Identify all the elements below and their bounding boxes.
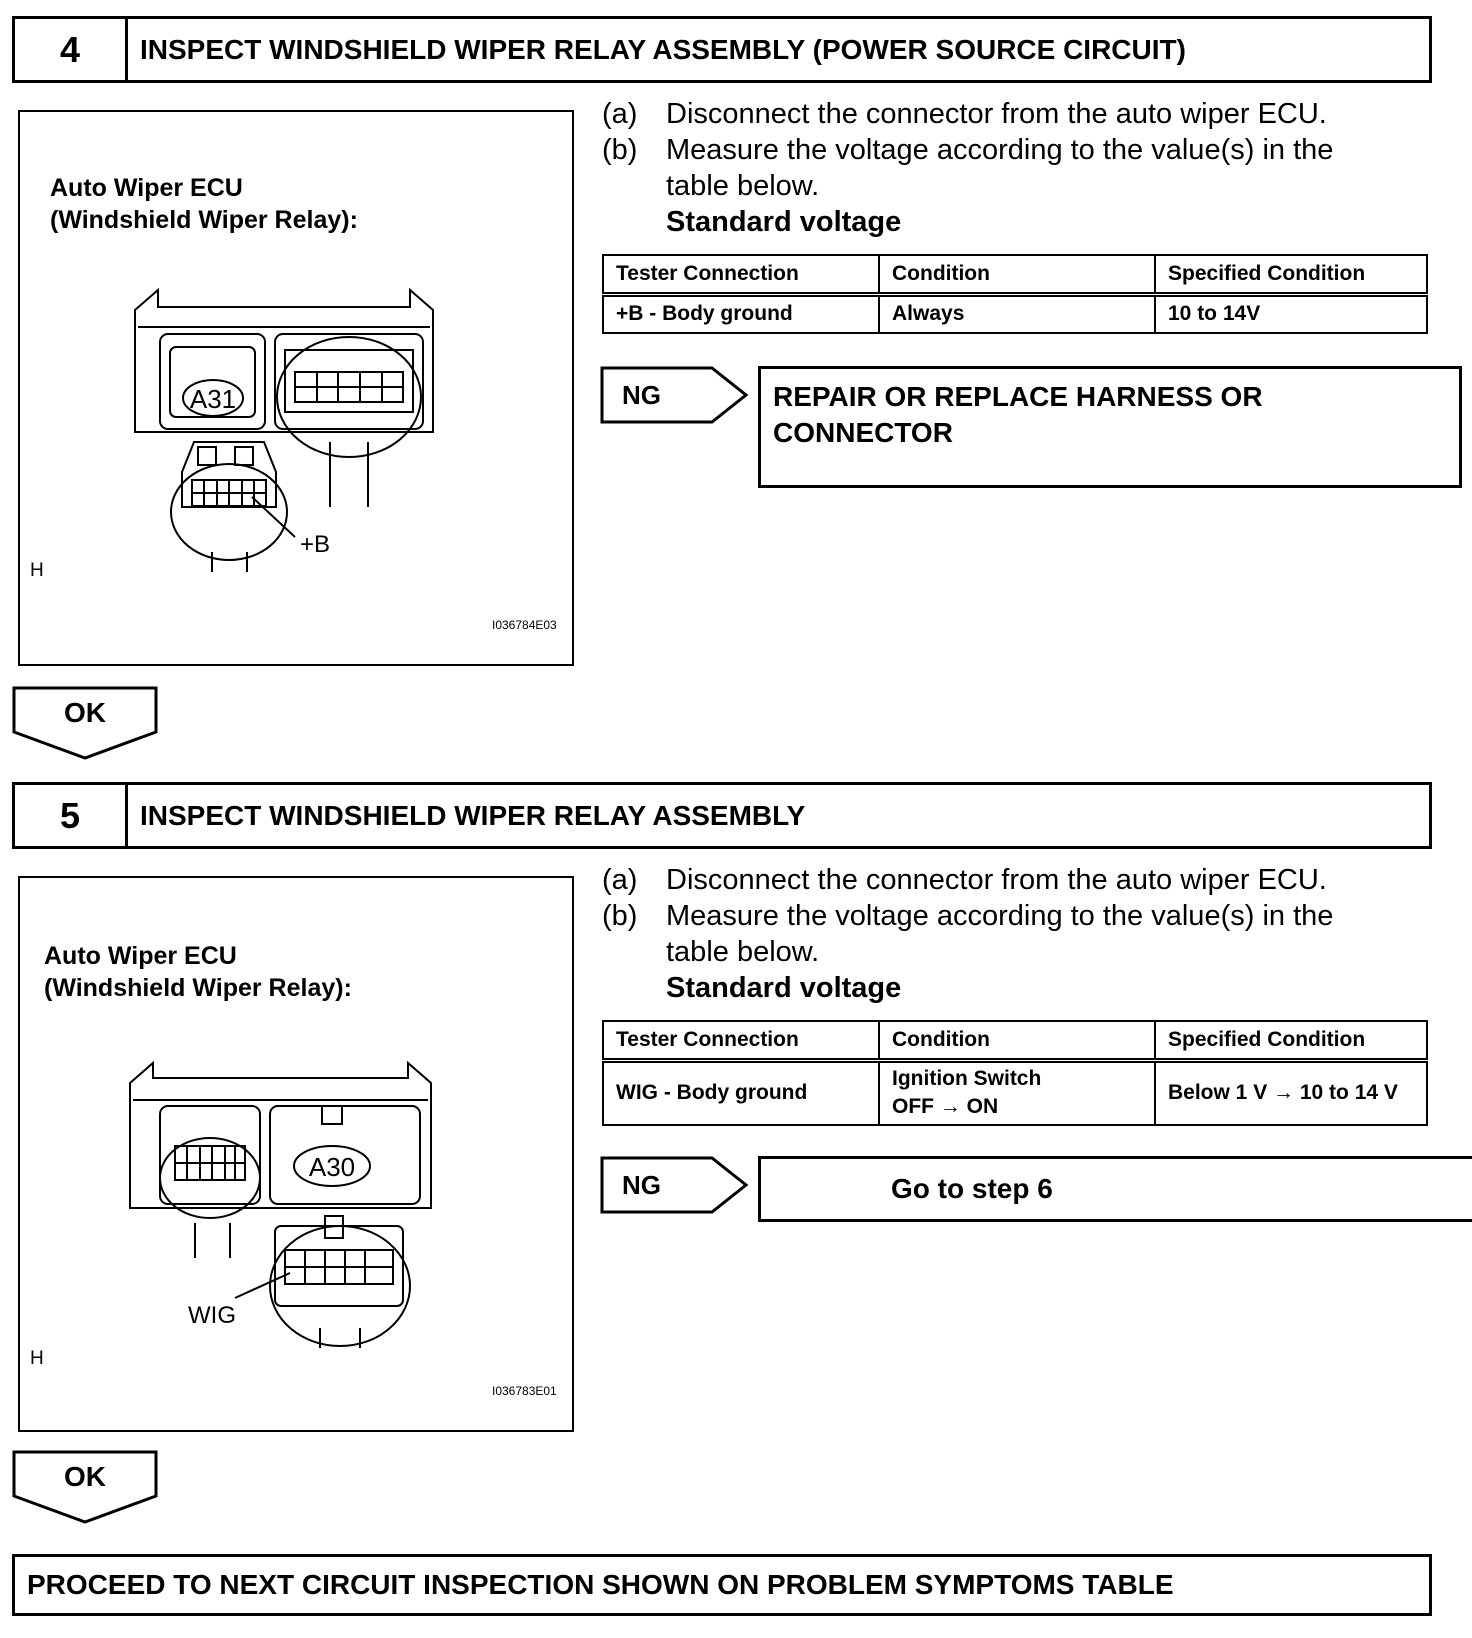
step4-ng-result-line2: CONNECTOR bbox=[773, 417, 953, 448]
step4-b-text-line2: table below. bbox=[666, 170, 820, 202]
step5-a-label: (a) bbox=[602, 864, 638, 896]
step4-h-mark: H bbox=[30, 560, 44, 581]
step5-td-spec: Below 1 V → 10 to 14 V bbox=[1155, 1061, 1427, 1125]
step4-b-label: (b) bbox=[602, 134, 638, 166]
step4-connector-id: A31 bbox=[189, 384, 237, 414]
step4-header bbox=[12, 16, 1432, 83]
step5-header bbox=[12, 782, 1432, 849]
step5-b-text-line2: table below. bbox=[666, 936, 820, 968]
step5-connector-drawing bbox=[20, 878, 572, 1430]
step5-standard-label: Standard voltage bbox=[666, 972, 902, 1004]
final-instruction bbox=[12, 1554, 1432, 1616]
step4-figure-label-line1: Auto Wiper ECU bbox=[50, 174, 243, 202]
step4-ng-result bbox=[758, 366, 1462, 488]
step5-figure-label-line1: Auto Wiper ECU bbox=[44, 942, 237, 970]
step5-ng-label: NG bbox=[622, 1170, 661, 1200]
step5-td-condition-line1: Ignition Switch bbox=[892, 1067, 1042, 1091]
step4-th-condition: Condition bbox=[879, 255, 1155, 295]
step4-ok-arrow bbox=[12, 686, 158, 762]
final-instruction-text: PROCEED TO NEXT CIRCUIT INSPECTION SHOWN ON PROBLEM SYMPTOMS TABLE bbox=[27, 1569, 1174, 1600]
step4-connector-drawing bbox=[20, 112, 572, 664]
step4-td-spec: 10 to 14V bbox=[1155, 295, 1427, 333]
step5-ok-arrow bbox=[12, 1450, 158, 1526]
step4-number: 4 bbox=[15, 19, 128, 80]
step5-figure-code: I036783E01 bbox=[492, 1384, 557, 1398]
step4-title: INSPECT WINDSHIELD WIPER RELAY ASSEMBLY (POWER SOURCE CIRCUIT) bbox=[140, 33, 1186, 65]
step5-number: 5 bbox=[15, 785, 128, 846]
step5-th-condition: Condition bbox=[879, 1021, 1155, 1061]
step5-ng-result bbox=[758, 1156, 1472, 1222]
step5-b-text-line1: Measure the voltage according to the value(s) in the bbox=[666, 900, 1334, 932]
step5-spec-table bbox=[602, 1020, 1428, 1126]
step4-instructions bbox=[602, 96, 1442, 240]
step5-ng-arrow bbox=[600, 1156, 750, 1214]
step5-title: INSPECT WINDSHIELD WIPER RELAY ASSEMBLY bbox=[140, 799, 806, 831]
step5-th-spec: Specified Condition bbox=[1155, 1021, 1427, 1061]
step5-figure bbox=[18, 876, 574, 1432]
step4-td-condition: Always bbox=[879, 295, 1155, 333]
step4-ng-label: NG bbox=[622, 380, 661, 410]
step5-figure-label-line2: (Windshield Wiper Relay): bbox=[44, 974, 352, 1002]
step4-ng-result-line1: REPAIR OR REPLACE HARNESS OR bbox=[773, 381, 1263, 412]
step5-ok-label: OK bbox=[64, 1461, 106, 1492]
step4-th-spec: Specified Condition bbox=[1155, 255, 1427, 295]
step5-a-text: Disconnect the connector from the auto wiper ECU. bbox=[666, 864, 1327, 896]
step4-td-connection: +B - Body ground bbox=[603, 295, 879, 333]
step4-ng-arrow bbox=[600, 366, 750, 424]
step5-terminal-label: WIG bbox=[188, 1302, 236, 1329]
step4-spec-table bbox=[602, 254, 1428, 334]
step4-a-label: (a) bbox=[602, 98, 638, 130]
step4-figure-label-line2: (Windshield Wiper Relay): bbox=[50, 206, 358, 234]
step4-standard-label: Standard voltage bbox=[666, 206, 902, 238]
step4-th-connection: Tester Connection bbox=[603, 255, 879, 295]
step5-instructions bbox=[602, 862, 1442, 1006]
step5-connector-id: A30 bbox=[308, 1152, 356, 1182]
step5-td-condition-line2: OFF → ON bbox=[892, 1095, 999, 1119]
step5-td-connection: WIG - Body ground bbox=[603, 1061, 879, 1125]
step4-terminal-label: +B bbox=[300, 531, 331, 558]
step4-b-text-line1: Measure the voltage according to the value(s) in the bbox=[666, 134, 1334, 166]
step4-figure-code: I036784E03 bbox=[492, 618, 557, 632]
step5-ng-result-text: Go to step 6 bbox=[891, 1173, 1053, 1204]
step4-ok-label: OK bbox=[64, 697, 106, 728]
step5-b-label: (b) bbox=[602, 900, 638, 932]
step5-th-connection: Tester Connection bbox=[603, 1021, 879, 1061]
step4-a-text: Disconnect the connector from the auto wiper ECU. bbox=[666, 98, 1327, 130]
step4-figure bbox=[18, 110, 574, 666]
step5-h-mark: H bbox=[30, 1348, 44, 1369]
step5-td-condition bbox=[879, 1061, 1155, 1125]
